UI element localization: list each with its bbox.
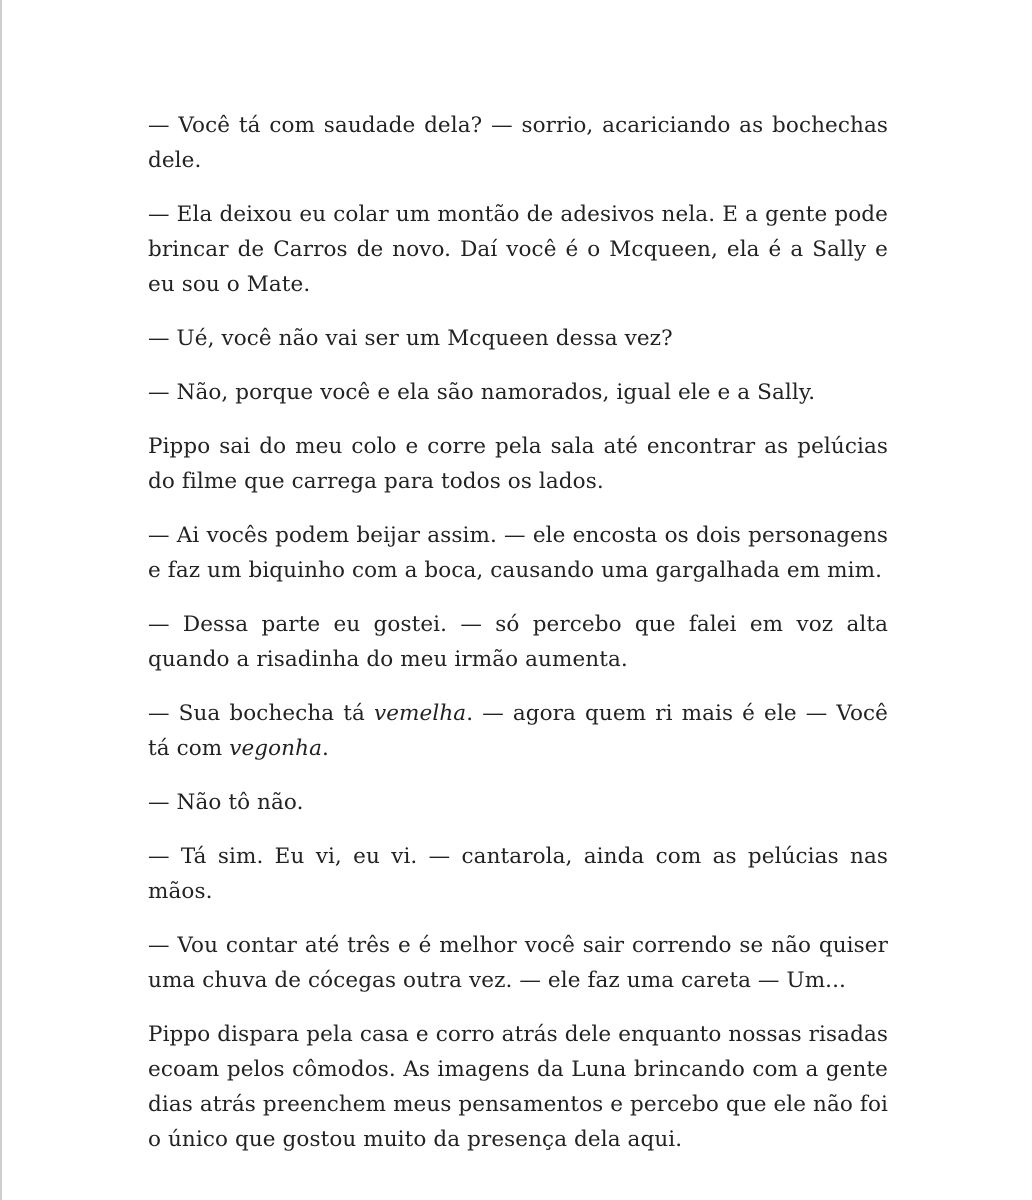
text-run: — Ela deixou eu colar um montão de adesivos nela. E a gente pode brincar de Carros de novo. Daí você é o Mcqueen, ela é a Sally e eu sou o Mate. (148, 202, 888, 297)
paragraph (148, 321, 888, 356)
text-run: — Dessa parte eu gostei. — só percebo que falei em voz alta quando a risadinha do meu irmão aumenta. (148, 612, 888, 672)
page-left-edge (0, 0, 2, 1200)
paragraph (148, 607, 888, 677)
paragraph (148, 839, 888, 909)
paragraph (148, 785, 888, 820)
text-run: — Ai vocês podem beijar assim. — ele encosta os dois personagens e faz um biquinho com a boca, causando uma gargalhada em mim. (148, 523, 888, 583)
paragraph (148, 108, 888, 178)
text-run: — Vou contar até três e é melhor você sair correndo se não quiser uma chuva de cócegas outra vez. — ele faz uma careta — Um... (148, 933, 888, 993)
text-run: Pippo dispara pela casa e corro atrás dele enquanto nossas risadas ecoam pelos cômodos. As imagens da Luna brincando com a gente dias atrás preenchem meus pensamentos e percebo que ele não foi o único que gostou muito da presença dela aqui. (148, 1022, 888, 1152)
text-run: — Tá sim. Eu vi, eu vi. — cantarola, ainda com as pelúcias nas mãos. (148, 844, 888, 904)
paragraph (148, 375, 888, 410)
paragraph (148, 928, 888, 998)
italic-word: vegonha (229, 736, 322, 761)
paragraph (148, 197, 888, 302)
text-run: — Não, porque você e ela são namorados, igual ele e a Sally. (148, 380, 816, 405)
text-run: . — agora quem ri mais é ele — Você tá com (148, 701, 889, 761)
text-run: Pippo sai do meu colo e corre pela sala até encontrar as pelúcias do filme que carrega para todos os lados. (148, 434, 888, 494)
book-page-text (148, 108, 888, 1157)
paragraph (148, 518, 888, 588)
paragraph (148, 696, 888, 766)
text-run: — Ué, você não vai ser um Mcqueen dessa vez? (148, 326, 673, 351)
italic-word: vemelha (373, 701, 467, 726)
text-run: — Sua bochecha tá (148, 701, 374, 726)
text-run: — Você tá com saudade dela? — sorrio, acariciando as bochechas dele. (148, 113, 888, 173)
text-run: . (322, 736, 329, 761)
paragraph (148, 1017, 888, 1157)
text-run: — Não tô não. (148, 790, 304, 815)
paragraph (148, 429, 888, 499)
